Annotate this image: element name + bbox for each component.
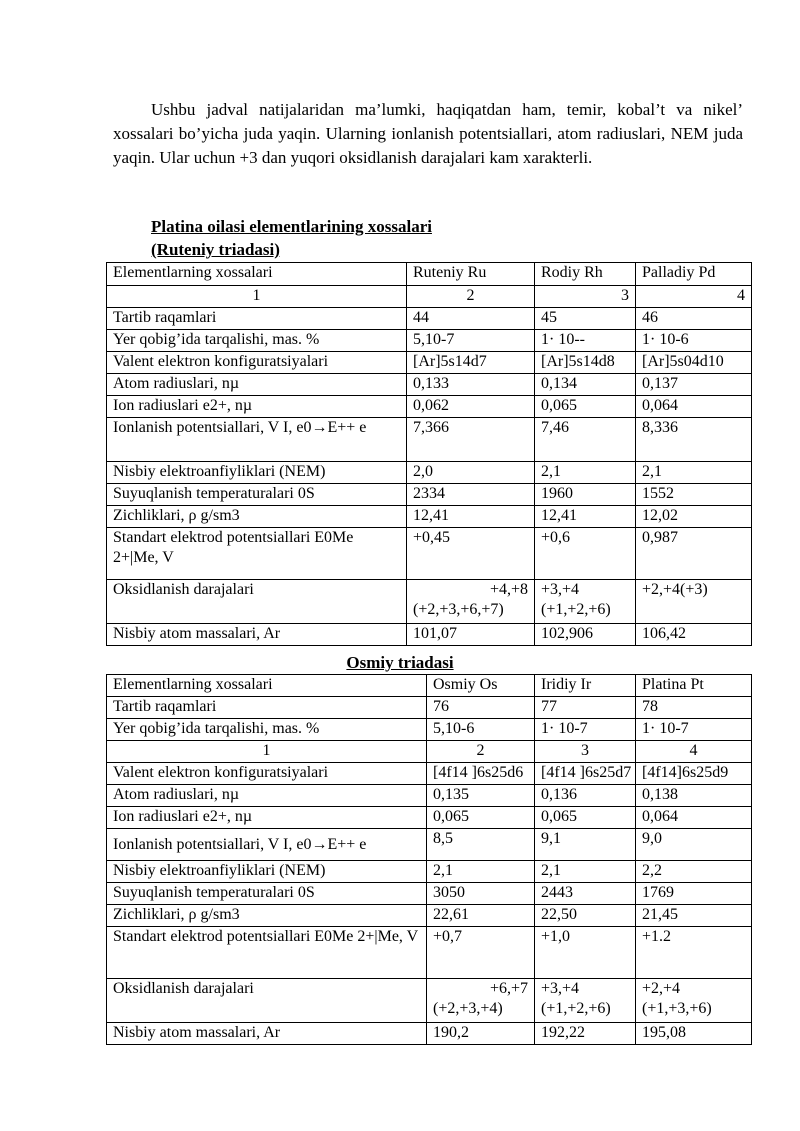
value-cell: 0,133 [407, 374, 535, 396]
value-cell: 2334 [407, 484, 535, 506]
value-cell: 0,135 [427, 785, 535, 807]
table-title-osmium-triad: Osmiy triadasi [346, 653, 454, 672]
property-label: Zichliklari, ρ g/sm3 [107, 506, 407, 528]
table-row [107, 624, 752, 646]
property-label: Valent elektron konfiguratsiyalari [107, 763, 427, 785]
value-cell [407, 580, 535, 624]
header-cell: Iridiy Ir [535, 675, 636, 697]
property-label: Suyuqlanish temperaturalari 0S [107, 883, 427, 905]
value-line: +2,+4(+3) [642, 581, 708, 598]
table-row [107, 528, 752, 580]
value-cell: [Ar]5s04d10 [636, 352, 752, 374]
value-cell: [4f14]6s25d9 [636, 763, 752, 785]
value-cell: 3050 [427, 883, 535, 905]
table-row [107, 861, 752, 883]
osmium-triad-table [106, 674, 752, 1045]
value-cell: [4f14 ]6s25d6 [427, 763, 535, 785]
value-cell: [4f14 ]6s25d7 [535, 763, 636, 785]
table-row [107, 979, 752, 1023]
table-header-row [107, 263, 752, 286]
header-cell: Osmiy Os [427, 675, 535, 697]
property-label: Ion radiuslari e2+, nµ [107, 396, 407, 418]
value-cell: 0,987 [636, 528, 752, 580]
property-label: Oksidlanish darajalari [107, 979, 427, 1023]
table-row [107, 697, 752, 719]
table-row [107, 484, 752, 506]
table-row [107, 580, 752, 624]
value-cell: 12,02 [636, 506, 752, 528]
header-cell: Platina Pt [636, 675, 752, 697]
property-label: Nisbiy atom massalari, Ar [107, 624, 407, 646]
table-row [107, 1023, 752, 1045]
value-cell [636, 580, 752, 624]
table-row [107, 418, 752, 462]
column-number: 2 [407, 286, 535, 308]
table-row [107, 883, 752, 905]
value-cell: 106,42 [636, 624, 752, 646]
value-cell: 9,0 [636, 829, 752, 861]
property-label: Suyuqlanish temperaturalari 0S [107, 484, 407, 506]
value-cell: 21,45 [636, 905, 752, 927]
table-row [107, 807, 752, 829]
ruthenium-triad-table [106, 262, 752, 646]
property-label: Standart elektrod potentsiallari E0Me 2+|Me, V [107, 528, 407, 580]
column-number: 1 [107, 286, 407, 308]
property-label: Tartib raqamlari [107, 308, 407, 330]
value-cell: 0,065 [427, 807, 535, 829]
table-row [107, 374, 752, 396]
value-cell: 45 [535, 308, 636, 330]
value-cell: 5,10-7 [407, 330, 535, 352]
header-cell: Ruteniy Ru [407, 263, 535, 286]
value-cell: 1· 10-6 [636, 330, 752, 352]
value-line: (+1,+2,+6) [541, 1000, 611, 1017]
value-cell: 2,1 [535, 462, 636, 484]
value-cell: 76 [427, 697, 535, 719]
column-number: 2 [427, 741, 535, 763]
column-number: 3 [535, 286, 636, 308]
value-line: +3,+4 [541, 980, 580, 997]
property-label: Yer qobig’ida tarqalishi, mas. % [107, 330, 407, 352]
value-line: (+1,+3,+6) [642, 1000, 712, 1017]
column-number-row [107, 286, 752, 308]
value-cell: 102,906 [535, 624, 636, 646]
value-cell: 5,10-6 [427, 719, 535, 741]
value-cell: 0,134 [535, 374, 636, 396]
value-cell: 0,065 [535, 396, 636, 418]
value-cell: 0,138 [636, 785, 752, 807]
value-cell: +0,6 [535, 528, 636, 580]
value-line: (+1,+2,+6) [541, 601, 611, 618]
table-title-ruthenium-triad: (Ruteniy triadasi) [151, 240, 280, 259]
value-cell: 0,064 [636, 396, 752, 418]
value-cell: +1,0 [535, 927, 636, 979]
property-label: Nisbiy atom massalari, Ar [107, 1023, 427, 1045]
value-cell: 0,065 [535, 807, 636, 829]
property-label: Valent elektron konfiguratsiyalari [107, 352, 407, 374]
value-cell [535, 979, 636, 1023]
value-cell: +0,45 [407, 528, 535, 580]
value-cell: 7,366 [407, 418, 535, 462]
value-line: +6,+7 [489, 980, 528, 997]
property-label: Atom radiuslari, nµ [107, 374, 407, 396]
property-label: Ion radiuslari e2+, nµ [107, 807, 427, 829]
table-row [107, 927, 752, 979]
value-cell: 1· 10-7 [535, 719, 636, 741]
value-cell: 22,61 [427, 905, 535, 927]
table-row [107, 829, 752, 861]
intro-paragraph: Ushbu jadval natijalaridan ma’lumki, haqiqatdan ham, temir, kobal’t va nikel’ xossalari bo’yicha juda yaqin. Ularning ionlanish potentsiallari, atom radiuslari, NEM juda yaqin. Ular uchun +3 dan yuqori oksidlanish darajalari kam xarakterli. [113, 100, 743, 167]
value-cell: 44 [407, 308, 535, 330]
header-cell: Rodiy Rh [535, 263, 636, 286]
table-row [107, 462, 752, 484]
value-cell: 195,08 [636, 1023, 752, 1045]
table-header-row [107, 675, 752, 697]
property-label: Yer qobig’ida tarqalishi, mas. % [107, 719, 427, 741]
table-row [107, 905, 752, 927]
value-cell: 190,2 [427, 1023, 535, 1045]
table-row [107, 352, 752, 374]
value-cell: 2443 [535, 883, 636, 905]
value-cell: +0,7 [427, 927, 535, 979]
property-label: Nisbiy elektroanfiyliklari (NEM) [107, 462, 407, 484]
table-row [107, 308, 752, 330]
table-row [107, 506, 752, 528]
column-number-row [107, 741, 752, 763]
table-row [107, 330, 752, 352]
value-cell: 2,1 [427, 861, 535, 883]
property-label: Tartib raqamlari [107, 697, 427, 719]
value-cell: 78 [636, 697, 752, 719]
property-label: Standart elektrod potentsiallari E0Me 2+|Me, V [107, 927, 427, 979]
value-line: +3,+4 [541, 581, 580, 598]
property-label: Ionlanish potentsiallari, V I, e0→E++ e [107, 829, 427, 861]
value-cell: 46 [636, 308, 752, 330]
property-label: Ionlanish potentsiallari, V I, e0→E++ e [107, 418, 407, 462]
value-cell: [Ar]5s14d8 [535, 352, 636, 374]
value-cell: 1960 [535, 484, 636, 506]
value-cell: [Ar]5s14d7 [407, 352, 535, 374]
value-cell: 22,50 [535, 905, 636, 927]
value-cell: 12,41 [407, 506, 535, 528]
property-label: Zichliklari, ρ g/sm3 [107, 905, 427, 927]
property-label: Atom radiuslari, nµ [107, 785, 427, 807]
value-cell: 1769 [636, 883, 752, 905]
value-cell: 1552 [636, 484, 752, 506]
value-cell: 101,07 [407, 624, 535, 646]
header-cell: Palladiy Pd [636, 263, 752, 286]
value-cell: 7,46 [535, 418, 636, 462]
value-cell: 8,5 [427, 829, 535, 861]
value-cell: 192,22 [535, 1023, 636, 1045]
value-cell: 0,064 [636, 807, 752, 829]
table-row [107, 396, 752, 418]
value-cell [427, 979, 535, 1023]
value-cell [636, 979, 752, 1023]
header-cell: Elementlarning xossalari [107, 675, 427, 697]
value-cell: 9,1 [535, 829, 636, 861]
column-number: 1 [107, 741, 427, 763]
value-cell: 2,0 [407, 462, 535, 484]
table-row [107, 763, 752, 785]
value-cell: 2,1 [535, 861, 636, 883]
property-label: Oksidlanish darajalari [107, 580, 407, 624]
value-cell: 0,062 [407, 396, 535, 418]
value-cell: 0,136 [535, 785, 636, 807]
table-row [107, 719, 752, 741]
value-cell: 1· 10-- [535, 330, 636, 352]
value-line: +2,+4 [642, 980, 681, 997]
value-cell: 2,1 [636, 462, 752, 484]
value-cell [535, 580, 636, 624]
value-line: (+2,+3,+6,+7) [413, 601, 504, 618]
table-row [107, 785, 752, 807]
value-cell: +1.2 [636, 927, 752, 979]
value-cell: 8,336 [636, 418, 752, 462]
value-cell: 12,41 [535, 506, 636, 528]
property-label: Nisbiy elektroanfiyliklari (NEM) [107, 861, 427, 883]
value-line: +4,+8 [489, 581, 528, 598]
value-cell: 1· 10-7 [636, 719, 752, 741]
column-number: 4 [636, 741, 752, 763]
table-title-platinum-family: Platina oilasi elementlarining xossalari [151, 217, 432, 236]
value-line: (+2,+3,+4) [433, 1000, 503, 1017]
header-cell: Elementlarning xossalari [107, 263, 407, 286]
column-number: 4 [636, 286, 752, 308]
value-cell: 0,137 [636, 374, 752, 396]
column-number: 3 [535, 741, 636, 763]
value-cell: 2,2 [636, 861, 752, 883]
value-cell: 77 [535, 697, 636, 719]
